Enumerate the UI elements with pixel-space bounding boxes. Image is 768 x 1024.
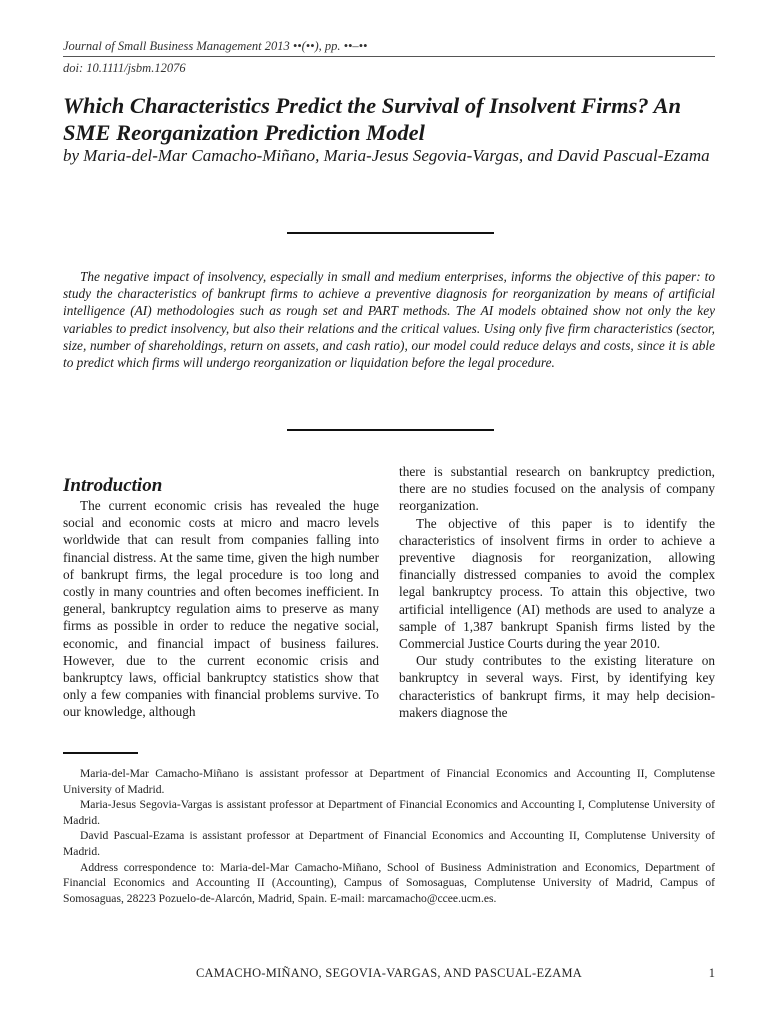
- footnote-divider: [63, 752, 138, 754]
- abstract-bottom-rule: [287, 429, 494, 431]
- abstract: The negative impact of insolvency, especially in small and medium enterprises, informs the objective of this paper: to study the characteristics of bankrupt firms to achieve a preventive diagnosis for reorganization by means of artificial intelligence (AI) methodologies such as rough set and PART methods. The AI models obtained show not only the key variables to predict insolvency, but also their relations and the critical values. Using only five firm characteristics (sector, size, number of shareholdings, return on assets, and cash ratio), our model could reduce delays and costs, since it is able to predict which firms will undergo reorganization or liquidation before the legal procedure.: [63, 269, 715, 371]
- author-line: by Maria-del-Mar Camacho-Miñano, Maria-Jesus Segovia-Vargas, and David Pascual-Ezama: [63, 146, 710, 165]
- page-number: 1: [708, 966, 715, 980]
- body-paragraph: Our study contributes to the existing literature on bankruptcy in several ways. First, by identifying key characteristics of bankrupt firms, it may help decision-makers diagnose the: [399, 653, 715, 720]
- footnote-author-3: David Pascual-Ezama is assistant professor at Department of Financial Economics and Accounting II, Complutense University of Madrid.: [63, 829, 715, 858]
- journal-citation: Journal of Small Business Management 2013 ••(••), pp. ••–••: [63, 39, 368, 53]
- doi-link[interactable]: doi: 10.1111/jsbm.12076: [63, 61, 186, 75]
- journal-header: [63, 38, 715, 76]
- header-divider: [63, 56, 715, 57]
- body-paragraph: The current economic crisis has revealed the huge social and economic costs at micro and macro levels worldwide that can result from companies falling into financial distress. At the same time, given the high number of bankrupt firms, the legal procedure is too long and costly in many countries and often becomes inefficient. In general, bankruptcy regulation aims to preserve as many firms as possible in order to reduce the negative social, economic, and financial impact of business failures. However, due to the current economic crisis and bankruptcy laws, official bankruptcy statistics show that only a few companies with financial problems survive. To our knowledge, although: [63, 498, 379, 720]
- page-footer: [63, 966, 715, 984]
- abstract-top-rule: [287, 232, 494, 234]
- footnote-author-1: Maria-del-Mar Camacho-Miñano is assistant professor at Department of Financial Economics and Accounting II, Complutense University of Madrid.: [63, 767, 715, 796]
- running-head: CAMACHO-MIÑANO, SEGOVIA-VARGAS, AND PASCUAL-EZAMA: [195, 966, 583, 980]
- article-title: Which Characteristics Predict the Survival of Insolvent Firms? An SME Reorganization Prediction Model: [63, 93, 681, 145]
- section-heading-introduction: Introduction: [63, 475, 163, 496]
- body-column-right: [399, 463, 715, 721]
- footnote-author-2: Maria-Jesus Segovia-Vargas is assistant professor at Department of Financial Economics and Accounting I, Complutense University of Madrid.: [63, 798, 715, 827]
- body-paragraph: there is substantial research on bankruptcy prediction, there are no studies focused on the analysis of company reorganization.: [399, 464, 715, 514]
- footnote-correspondence: Address correspondence to: Maria-del-Mar Camacho-Miñano, School of Business Administration and Economics, Department of Financial Economics and Accounting II (Accounting), Campus of Somosaguas, Complutense University of Madrid, Campus of Somosaguas, 28223 Pozuelo-de-Alarcón, Madrid, Spain. E-mail: marcamacho@ccee.ucm.es.: [63, 860, 715, 905]
- footnotes: [63, 766, 715, 906]
- body-column-left: [63, 463, 379, 721]
- body-paragraph: The objective of this paper is to identify the characteristics of insolvent firms in order to achieve a preventive diagnosis for reorganization, allowing financially distressed companies to avoid the complex legal bankruptcy process. To attain this objective, two artificial intelligence (AI) methods are used to analyze a sample of 1,387 bankrupt Spanish firms listed by the Commercial Justice Courts during the year 2010.: [399, 515, 715, 652]
- title-block: [63, 92, 715, 166]
